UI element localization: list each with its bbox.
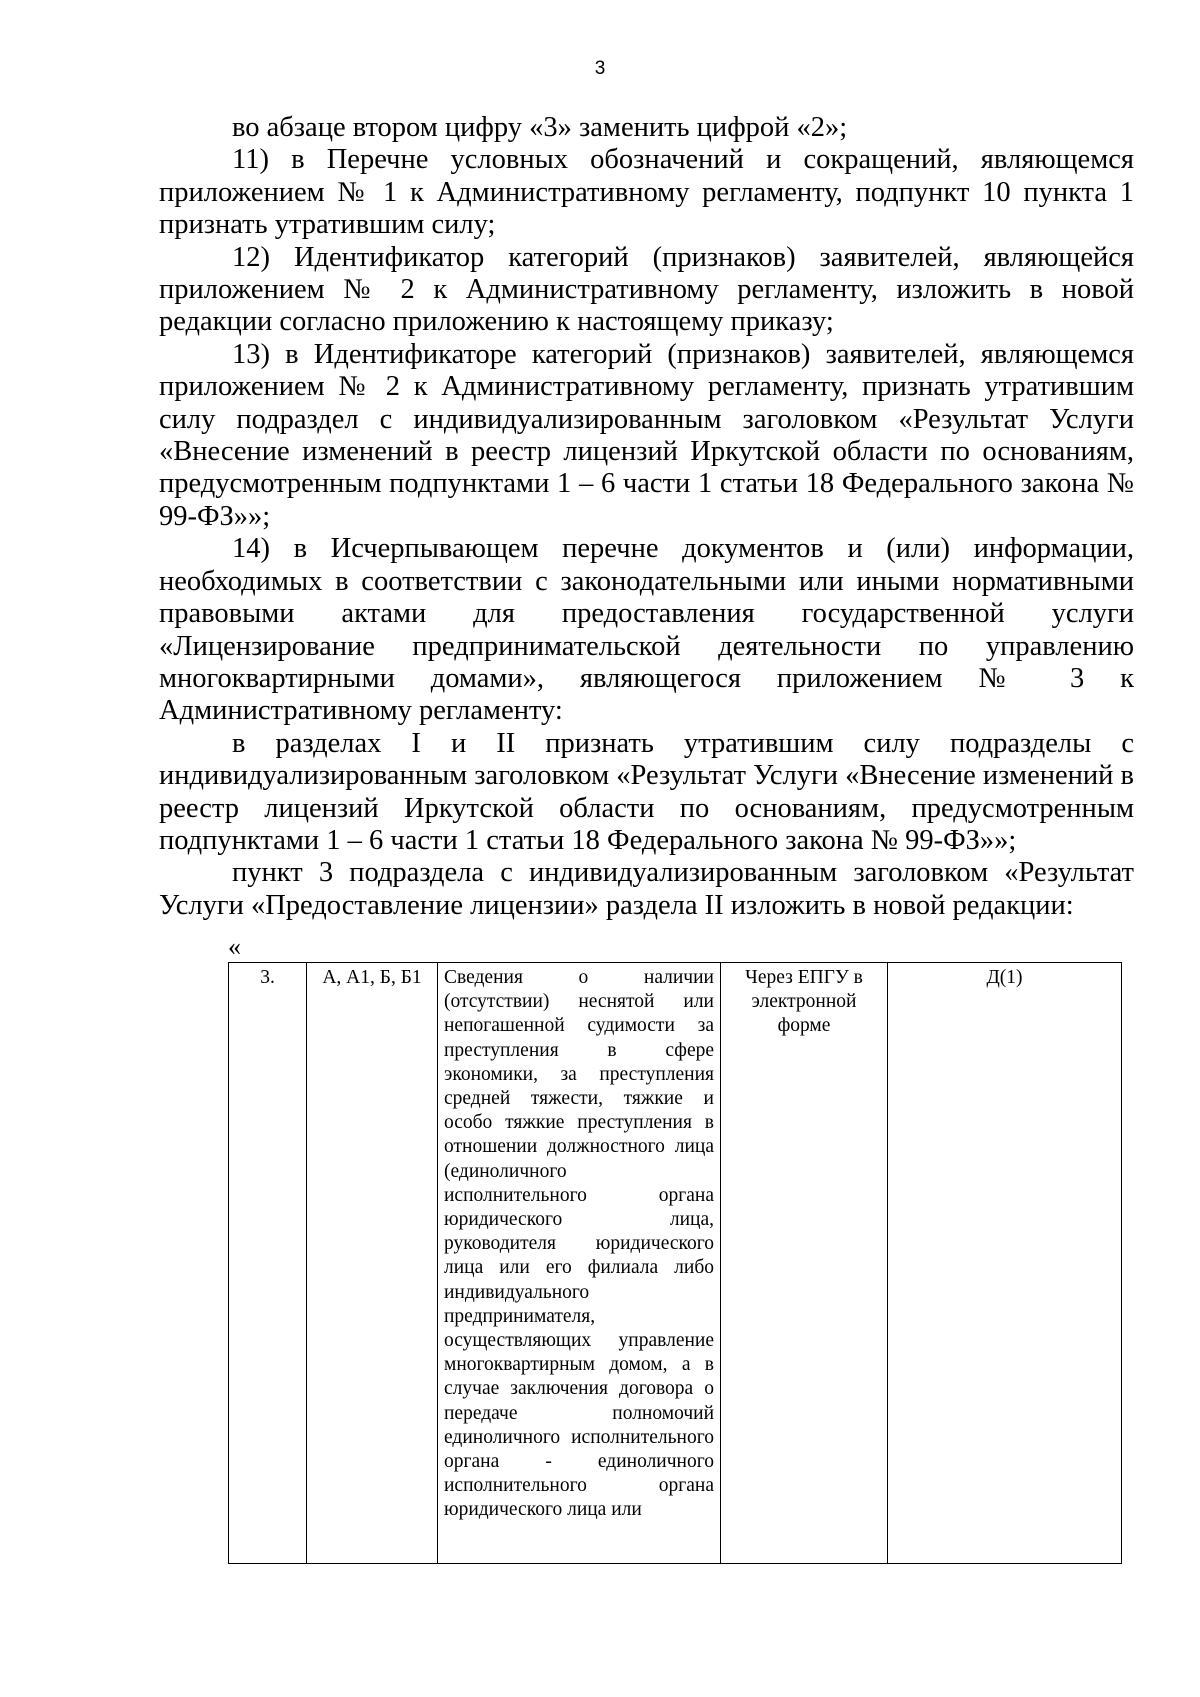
paragraph: во абзаце втором цифру «3» заменить цифрой «2»; bbox=[232, 112, 848, 143]
table-cell-number: 3. bbox=[229, 963, 307, 1564]
paragraph: 14) в Исчерпывающем перечне документов и (или) информации, необходимых в соответствии с законодательными или иными нормативными правовыми актами для предоставления государственной услуги «Лицензирование предпринимательской деятельности по управлению многоквартирными домами», являющегося приложением № 3 к Административному регламенту: bbox=[159, 533, 1134, 727]
opening-quote-mark: « bbox=[228, 932, 241, 961]
paragraph: в разделах I и II признать утратившим силу подразделы с индивидуализированным заголовком «Результат Услуги «Внесение изменений в реестр лицензий Иркутской области по основаниям, предусмотренным подпунктами 1 – 6 части 1 статьи 18 Федерального закона № 99-ФЗ»»; bbox=[159, 727, 1134, 856]
table-row bbox=[229, 963, 1122, 1564]
table-cell-document-code: Д(1) bbox=[888, 963, 1122, 1564]
paragraph: пункт 3 подраздела с индивидуализированным заголовком «Результат Услуги «Предоставление лицензии» раздела II изложить в новой редакции: bbox=[159, 857, 1134, 921]
paragraph: 13) в Идентификаторе категорий (признаков) заявителей, являющемся приложением № 2 к Административному регламенту, признать утратившим силу подраздел с индивидуализированным заголовком «Результат Услуги «Внесение изменений в реестр лицензий Иркутской области по основаниям, предусмотренным подпунктами 1 – 6 части 1 статьи 18 Федерального закона № 99-ФЗ»»; bbox=[159, 338, 1134, 532]
table-cell-description: Сведения о наличии (отсутствии) неснятой или непогашенной судимости за преступления в сфере экономики, за преступления средней тяжести, тяжкие и особо тяжкие преступления в отношении должностного лица (единоличного исполнительного органа юридического лица, руководителя юридического лица или его филиала либо индивидуального предпринимателя, осуществляющих управление многоквартирным домом, а в случае заключения договора о передаче полномочий единоличного исполнительного органа - единоличного исполнительного органа юридического лица или bbox=[438, 963, 721, 1564]
paragraph: 12) Идентификатор категорий (признаков) заявителей, являющейся приложением № 2 к Административному регламенту, изложить в новой редакции согласно приложению к настоящему приказу; bbox=[159, 241, 1134, 338]
page-number: 3 bbox=[594, 58, 606, 79]
paragraph: 11) в Перечне условных обозначений и сокращений, являющемся приложением № 1 к Административному регламенту, подпункт 10 пункта 1 признать утратившим силу; bbox=[159, 144, 1134, 241]
table-cell-method: Через ЕПГУ в электронной форме bbox=[721, 963, 888, 1564]
table-cell-categories: А, А1, Б, Б1 bbox=[307, 963, 438, 1564]
document-table bbox=[228, 962, 1122, 1564]
document-body bbox=[159, 112, 1134, 922]
